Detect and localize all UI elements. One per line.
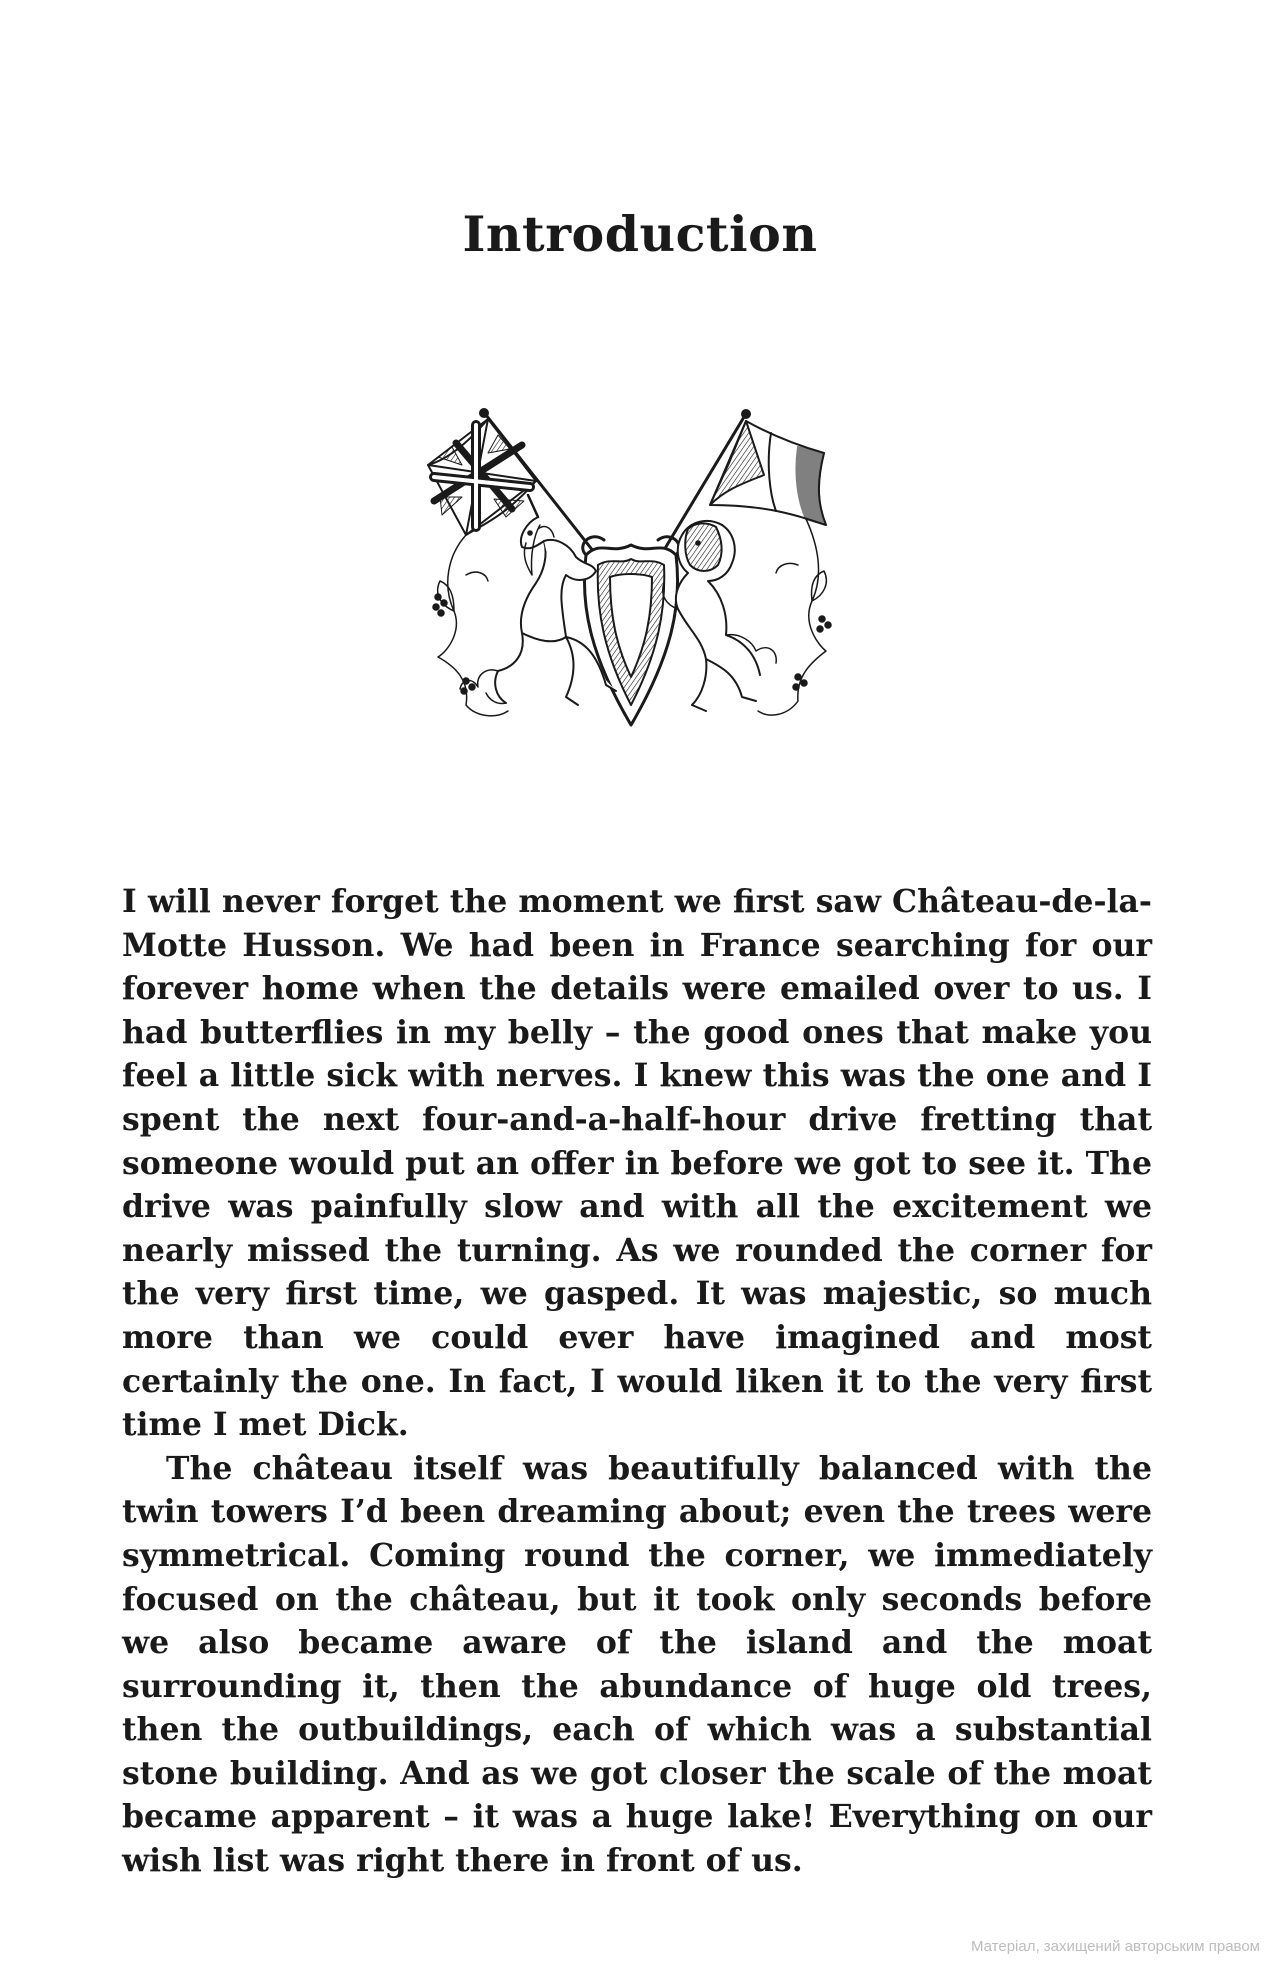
lion-icon <box>663 521 776 711</box>
paragraph-2: The château itself was beautifully balanced with the twin towers I’d been dreaming about; even the trees were symmetrical. Coming round the corner, we immediately focused on the château, but it took only seconds before we also became aware of the island and the moat surrounding it, then the abundance of huge old trees, then the outbuildings, each of which was a substantial stone building. And as we got closer the scale of the moat became apparent – it was a huge lake! Everything on our wish list was right there in front of us. <box>122 1449 1152 1880</box>
copyright-watermark: Матеріал, захищений авторським правом <box>970 1938 1260 1955</box>
union-jack-flag-icon <box>428 419 536 535</box>
shield-icon <box>583 537 680 725</box>
paragraph-1: I will never forget the moment we first saw Château-de-la-Motte Husson. We had been in France searching for our forever home when the details were emailed over to us. I had butterflies in my belly – the good ones that make you feel a little sick with nerves. I knew this was the one and I spent the next four-and-a-half-hour drive fretting that someone would put an offer in before we got to see it. The drive was painfully slow and with all the excitement we nearly missed the turning. As we rounded the corner for the very first time, we gasped. It was majestic, so much more than we could ever have imagined and most certainly the one. In fact, I would liken it to the very first time I met Dick. <box>122 883 1152 1444</box>
heraldic-crest-icon <box>426 405 834 755</box>
right-vine-icon <box>758 519 831 715</box>
page-title: Introduction <box>462 205 818 263</box>
body-text <box>122 880 1152 1883</box>
french-flag-icon <box>710 421 826 525</box>
